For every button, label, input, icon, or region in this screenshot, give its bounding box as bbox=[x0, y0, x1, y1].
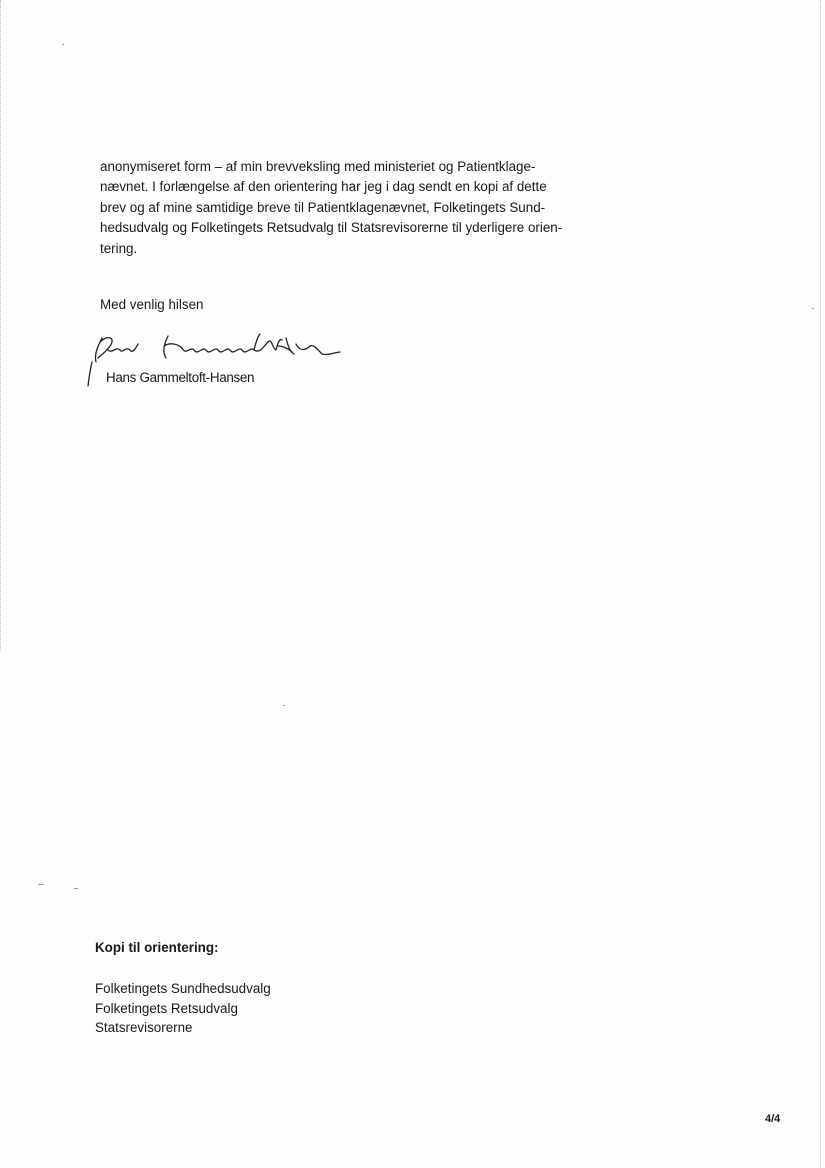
scan-speck bbox=[62, 44, 64, 45]
signer-name: Hans Gammeltoft-Hansen bbox=[106, 370, 255, 385]
page-number: 4/4 bbox=[765, 1113, 781, 1125]
letter-body bbox=[100, 157, 600, 259]
body-line: hedsudvalg og Folketingets Retsudvalg til Statsrevisorerne til yderligere orien- bbox=[100, 220, 563, 236]
body-line: brev og af mine samtidige breve til Patientklagenævnet, Folketingets Sund- bbox=[100, 199, 546, 215]
scan-edge-left bbox=[0, 0, 3, 650]
closing-salutation: Med venlig hilsen bbox=[100, 297, 204, 312]
body-line: tering. bbox=[100, 240, 138, 256]
body-line: nævnet. I forlængelse af den orientering har jeg i dag sendt en kopi af dette bbox=[100, 179, 547, 195]
scan-speck bbox=[38, 884, 44, 885]
copy-heading: Kopi til orientering: bbox=[95, 940, 219, 955]
scan-edge-right bbox=[818, 0, 821, 1168]
scan-speck bbox=[812, 308, 814, 309]
scan-speck bbox=[283, 705, 285, 706]
copy-recipient: Folketingets Sundhedsudvalg bbox=[95, 981, 271, 996]
copy-recipient: Statsrevisorerne bbox=[95, 1020, 193, 1036]
copy-recipient: Folketingets Retsudvalg bbox=[95, 1000, 238, 1016]
body-line: anonymiseret form – af min brevveksling med ministeriet og Patientklage- bbox=[100, 159, 536, 174]
scan-speck bbox=[74, 888, 78, 889]
copy-recipient-list bbox=[95, 979, 271, 1038]
